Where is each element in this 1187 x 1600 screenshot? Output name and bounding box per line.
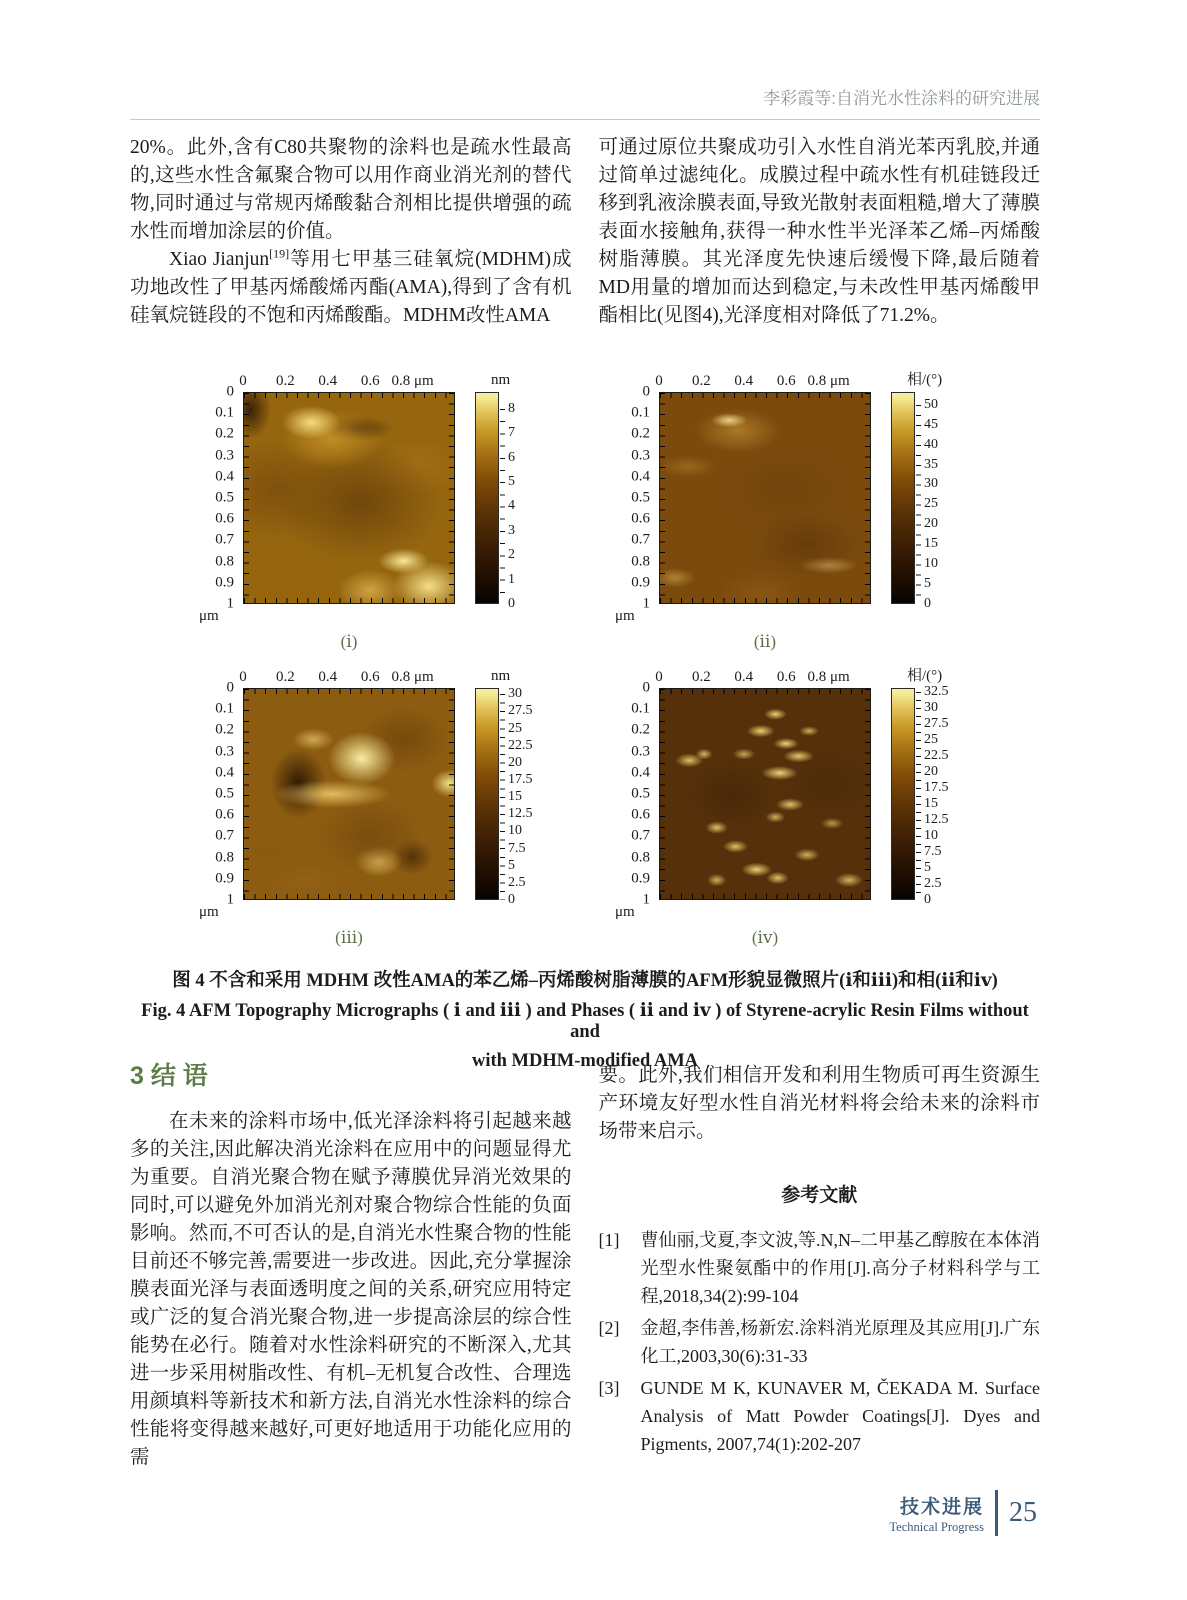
afm-panel-i [199, 368, 555, 650]
tick-label: 25 [508, 720, 522, 736]
colorbar [467, 686, 555, 907]
tick-label: 40 [924, 436, 938, 452]
tick-label: 0.6 [631, 510, 650, 527]
tick-label: 12.5 [508, 806, 533, 822]
figure-caption-en-line1: Fig. 4 AFM Topography Micrographs ( ⅰ and ⅲ ) and Phases ( ⅱ and ⅳ ) of Styrene-acrylic Resin Films without and [141, 1001, 1029, 1042]
reference-number: [1] [598, 1230, 620, 1250]
tick-label: 1 [226, 595, 234, 612]
conclusion-paragraph: 在未来的涂料市场中,低光泽涂料将引起越来越多的关注,因此解决消光涂料在应用中的问题显得尤为重要。自消光聚合物在赋予薄膜优异消光效果的同时,可以避免外加消光剂对聚合物综合性能的负面影响。然而,不可否认的是,自消光水性聚合物的性能目前还不够完善,需要进一步改进。因此,充分掌握涂膜表面光泽与表面透明度之间的关系,研究应用特定或广泛的复合消光聚合物,进一步提高涂层的综合性能势在必行。随着对水性涂料研究的不断深入,尤其进一步采用树脂改性、有机–无机复合改性、合理选用颜填料等新技术和新方法,自消光水性涂料的综合性能将变得越来越好,可更好地适用于功能化应用的需 [130, 1111, 572, 1468]
afm-micrograph-topography-iii [243, 688, 455, 900]
reference-number: [3] [598, 1378, 620, 1398]
afm-micrograph-phase-iv [659, 688, 871, 900]
tick-label: 0.9 [215, 574, 234, 591]
tick-label: 0 [655, 669, 663, 685]
panel-label: (ⅱ) [753, 632, 777, 651]
tick-label: 7.5 [924, 844, 942, 860]
axis-ticks [660, 393, 870, 398]
tick-label: 0.1 [631, 700, 650, 717]
tick-label: 3 [508, 522, 515, 538]
y-axis-unit: μm [199, 904, 219, 920]
tick-label: 0 [655, 373, 663, 389]
tick-label: 0.6 [776, 373, 796, 389]
tick-label: 5 [924, 576, 931, 592]
tick-label: 0.2 [215, 425, 234, 442]
colorbar-gradient [475, 688, 499, 900]
colorbar-gradient [475, 392, 499, 604]
tick-label: 27.5 [924, 716, 949, 732]
colorbar-gradient [891, 392, 915, 604]
tick-label: 0.5 [215, 785, 234, 802]
tick-label: 0 [239, 373, 247, 389]
reference-item [599, 1226, 1041, 1310]
tick-label: 10 [508, 823, 522, 839]
axis-ticks [660, 689, 870, 694]
tick-label: 0.9 [631, 870, 650, 887]
citation-superscript: [19] [269, 246, 290, 261]
tick-label: 6 [508, 449, 515, 465]
tick-label: 0.4 [631, 468, 650, 485]
tick-label: 1 [226, 891, 234, 908]
tick-label: 7 [508, 425, 515, 441]
references-heading: 参考文献 [781, 1185, 858, 1206]
afm-panel-iii [199, 664, 555, 946]
tick-label: 27.5 [508, 703, 533, 719]
tick-label: 20 [924, 516, 938, 532]
tick-label: 35 [924, 456, 938, 472]
tick-label: 0.2 [631, 425, 650, 442]
figure-caption-en-line2: with MDHM-modified AMA [471, 1051, 699, 1071]
tick-label: 25 [924, 496, 938, 512]
reference-item [599, 1314, 1041, 1370]
axis-ticks [244, 894, 454, 899]
tick-label: 0.4 [734, 669, 754, 685]
tick-label: 10 [924, 828, 938, 844]
tick-label: 0.7 [631, 827, 650, 844]
panel-label: (ⅲ) [335, 928, 363, 947]
y-axis-labels [615, 383, 659, 612]
tick-label: 0.8 [215, 553, 234, 570]
intro-left-column [130, 134, 572, 330]
tick-label: 0.3 [215, 447, 234, 464]
reference-number: [2] [598, 1318, 620, 1338]
running-head-title: 李彩霞等:自消光水性涂料的研究进展 [763, 89, 1040, 108]
reference-item [599, 1374, 1041, 1458]
tick-label: 0 [239, 669, 247, 685]
section-heading-conclusion: 3 结 语 [130, 1062, 208, 1090]
tick-label: 0.4 [631, 764, 650, 781]
colorbar [883, 684, 971, 907]
tick-label: 0.7 [215, 531, 234, 548]
y-axis-labels [615, 679, 659, 908]
tick-label: 0.3 [631, 447, 650, 464]
intro-right-column [599, 134, 1041, 330]
colorbar [467, 392, 555, 611]
tick-label: 2.5 [508, 874, 526, 890]
y-axis-unit: μm [615, 904, 635, 920]
tick-label: 0.6 [360, 669, 380, 685]
colorbar-ticks [916, 692, 921, 900]
x-axis-labels [655, 664, 871, 688]
text-run: Xiao Jianjun [169, 249, 270, 270]
tick-label: 0 [508, 892, 515, 907]
tick-label: 0 [642, 679, 650, 696]
tick-label: 50 [924, 396, 938, 412]
x-axis-labels [239, 664, 455, 688]
intro-columns [130, 134, 1040, 330]
tick-label: 0.7 [631, 531, 650, 548]
tick-label: 2 [508, 547, 515, 563]
tick-label: 0.2 [692, 669, 711, 685]
tick-label: 0 [642, 383, 650, 400]
intro-paragraph: 可通过原位共聚成功引入水性自消光苯丙乳胶,并通过简单过滤纯化。成膜过程中疏水性有机硅链段迁移到乳液涂膜表面,导致光散射表面粗糙,增大了薄膜表面水接触角,获得一种水性半光泽苯乙烯–丙烯酸树脂薄膜。其光泽度先快速后缓慢下降,最后随着MD用量的增加而达到稳定,与未改性甲基丙烯酸甲酯相比(见图4),光泽度相对降低了71.2%。 [598, 137, 1040, 326]
tick-label: 0.6 [215, 806, 234, 823]
tick-label: 0.8 [631, 553, 650, 570]
tick-label: 0.4 [215, 468, 234, 485]
y-axis-labels [199, 383, 243, 612]
closing-paragraph: 要。此外,我们相信开发和利用生物质可再生资源生产环境友好型水性自消光材料将会给未来的涂料市场带来启示。 [598, 1065, 1040, 1142]
panel-label: (ⅳ) [751, 928, 779, 947]
tick-label: 30 [924, 700, 938, 716]
reference-text: GUNDE M K, KUNAVER M, ČEKADA M. Surface Analysis of Matt Powder Coatings[J]. Dyes and Pigments, 2007,74(1):202-207 [640, 1378, 1040, 1454]
axis-ticks [244, 598, 454, 603]
tick-label: 30 [508, 686, 522, 702]
tick-label: 0.5 [631, 785, 650, 802]
tick-label: 30 [924, 476, 938, 492]
tick-label: 0.4 [734, 373, 754, 389]
tick-label: 15 [924, 536, 938, 552]
afm-panel-ii [615, 368, 971, 650]
tick-label: 45 [924, 416, 938, 432]
bottom-columns [130, 1062, 1040, 1472]
tick-label: 0.8 [631, 849, 650, 866]
tick-label: 0.8 [215, 849, 234, 866]
tick-label: 0.6 [631, 806, 650, 823]
tick-label: 32.5 [924, 684, 949, 700]
tick-label: 1 [642, 891, 650, 908]
figure-caption-zh: 图 4 不含和采用 MDHM 改性AMA的苯乙烯–丙烯酸树脂薄膜的AFM形貌显微照片(ⅰ和ⅲ)和相(ⅱ和ⅳ) [172, 971, 998, 991]
intro-paragraph [130, 246, 572, 330]
tick-label: 0.6 [360, 373, 380, 389]
tick-label: 17.5 [924, 780, 949, 796]
tick-label: 8 [508, 400, 515, 416]
figure-row-2 [130, 664, 1040, 946]
tick-label: 0.3 [631, 743, 650, 760]
x-axis-labels [655, 368, 871, 392]
tick-label: 0.8 μm [391, 669, 434, 685]
reference-list [599, 1226, 1041, 1458]
tick-label: 25 [924, 732, 938, 748]
tick-label: 15 [924, 796, 938, 812]
tick-label: 20 [508, 754, 522, 770]
panel-label: (ⅰ) [340, 632, 358, 651]
tick-label: 0.7 [215, 827, 234, 844]
afm-panel-iv [615, 664, 971, 946]
tick-label: 22.5 [508, 737, 533, 753]
tick-label: 0.4 [318, 669, 338, 685]
tick-label: 1 [642, 595, 650, 612]
colorbar-title: 相/(°) [907, 668, 943, 684]
reference-text: 金超,李伟善,杨新宏.涂料消光原理及其应用[J].广东化工,2003,30(6):31-33 [640, 1318, 1040, 1366]
axis-ticks [244, 393, 249, 603]
tick-label: 0.4 [215, 764, 234, 781]
tick-label: 1 [508, 571, 515, 587]
text-run: 等用七甲基三硅氧烷(MDHM)成功地改性了甲基丙烯酸烯丙酯(AMA),得到了含有机硅氧烷链段的不饱和丙烯酸酯。MDHM改性AMA [130, 249, 572, 326]
figure-4 [130, 368, 1040, 1072]
axis-ticks [865, 689, 870, 899]
tick-label: 0.4 [318, 373, 338, 389]
axis-ticks [660, 894, 870, 899]
colorbar-ticks [500, 409, 505, 604]
tick-label: 0.1 [215, 700, 234, 717]
tick-label: 0.2 [276, 669, 295, 685]
page-footer [889, 1490, 1037, 1536]
x-axis-labels [239, 368, 455, 392]
tick-label: 7.5 [508, 840, 526, 856]
footer-section-zh: 技术进展 [899, 1496, 984, 1518]
axis-ticks [660, 393, 665, 603]
colorbar-title: 相/(°) [907, 372, 943, 388]
tick-label: 0.5 [215, 489, 234, 506]
axis-ticks [244, 393, 454, 398]
axis-ticks [660, 598, 870, 603]
tick-label: 12.5 [924, 812, 949, 828]
tick-label: 15 [508, 789, 522, 805]
reference-text: 曹仙丽,戈夏,李文波,等.N,N–二甲基乙醇胺在本体消光型水性聚氨酯中的作用[J].高分子材料科学与工程,2018,34(2):99-104 [640, 1230, 1040, 1306]
colorbar-title: nm [491, 668, 511, 684]
tick-label: 0.9 [215, 870, 234, 887]
tick-label: 0.8 μm [391, 373, 434, 389]
tick-label: 20 [924, 764, 938, 780]
tick-label: 0 [508, 596, 515, 611]
colorbar [883, 392, 971, 611]
tick-label: 0 [924, 596, 931, 611]
axis-ticks [449, 689, 454, 899]
tick-label: 5 [508, 857, 515, 873]
tick-label: 5 [924, 860, 931, 876]
y-axis-labels [199, 679, 243, 908]
tick-label: 0.1 [631, 404, 650, 421]
figure-caption [130, 966, 1040, 1072]
conclusion-column [130, 1062, 572, 1472]
axis-ticks [244, 689, 249, 899]
afm-micrograph-phase-ii [659, 392, 871, 604]
tick-label: 10 [924, 556, 938, 572]
axis-ticks [865, 393, 870, 603]
tick-label: 0.2 [276, 373, 295, 389]
tick-label: 22.5 [924, 748, 949, 764]
figure-row-1 [130, 368, 1040, 650]
tick-label: 0 [924, 892, 931, 907]
tick-label: 0 [226, 679, 234, 696]
tick-label: 17.5 [508, 772, 533, 788]
axis-ticks [449, 393, 454, 603]
tick-label: 0 [226, 383, 234, 400]
footer-section-en: Technical Progress [889, 1519, 984, 1534]
tick-label: 0.8 μm [807, 373, 850, 389]
footer-section [889, 1492, 984, 1535]
tick-label: 0.5 [631, 489, 650, 506]
page-number: 25 [1009, 1497, 1037, 1528]
afm-micrograph-topography-i [243, 392, 455, 604]
references-column [599, 1062, 1041, 1472]
colorbar-ticks [500, 694, 505, 900]
colorbar-title: nm [491, 372, 511, 388]
axis-ticks [244, 689, 454, 694]
tick-label: 0.3 [215, 743, 234, 760]
colorbar-ticks [916, 405, 921, 604]
tick-label: 0.2 [692, 373, 711, 389]
tick-label: 0.2 [215, 721, 234, 738]
tick-label: 0.6 [215, 510, 234, 527]
colorbar-gradient [891, 688, 915, 900]
tick-label: 2.5 [924, 876, 942, 892]
tick-label: 0.2 [631, 721, 650, 738]
tick-label: 0.8 μm [807, 669, 850, 685]
y-axis-unit: μm [199, 608, 219, 624]
tick-label: 4 [508, 498, 515, 514]
tick-label: 0.9 [631, 574, 650, 591]
tick-label: 0.6 [776, 669, 796, 685]
tick-label: 0.1 [215, 404, 234, 421]
y-axis-unit: μm [615, 608, 635, 624]
footer-divider [995, 1490, 998, 1536]
tick-label: 5 [508, 474, 515, 490]
axis-ticks [660, 689, 665, 899]
running-head [130, 84, 1040, 120]
intro-paragraph: 20%。此外,含有C80共聚物的涂料也是疏水性最高的,这些水性含氟聚合物可以用作商业消光剂的替代物,同时通过与常规丙烯酸黏合剂相比提供增强的疏水性而增加涂层的价值。 [130, 137, 572, 242]
